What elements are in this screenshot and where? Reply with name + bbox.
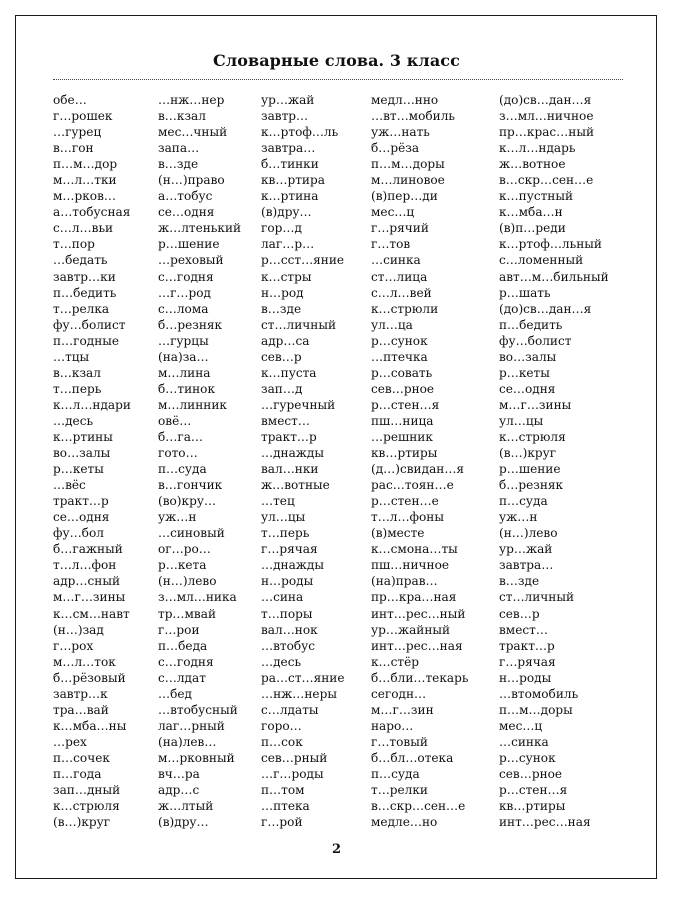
word-item: во…залы xyxy=(53,446,111,461)
page-number: 2 xyxy=(331,842,342,857)
word-item: …днажды xyxy=(261,446,325,461)
word-item: горо… xyxy=(261,718,302,733)
word-item: к…ртины xyxy=(53,429,113,444)
word-item: вмест… xyxy=(499,622,548,637)
word-item: уж…н xyxy=(158,510,197,525)
word-item: (в…)круг xyxy=(499,446,557,461)
word-item: г…рои xyxy=(158,622,200,637)
word-item: м…г…зины xyxy=(53,590,126,605)
word-item: инт…рес…ная xyxy=(371,638,463,653)
word-item: т…перь xyxy=(53,381,102,396)
word-item: м…линовое xyxy=(371,173,445,188)
word-item: …бедать xyxy=(53,253,108,268)
word-item: …днажды xyxy=(261,558,325,573)
word-item: к…л…ндарь xyxy=(499,141,576,156)
word-item: завтра… xyxy=(261,141,316,156)
word-item: (до)св…дан…я xyxy=(499,93,592,107)
word-item: (на)за… xyxy=(158,349,209,364)
word-item: с…лдат xyxy=(158,670,206,685)
word-item: мес…чный xyxy=(158,125,228,140)
word-item: …решник xyxy=(371,429,433,444)
word-column-4 xyxy=(371,92,491,830)
word-item: п…суда xyxy=(158,462,207,477)
word-item: к…см…навт xyxy=(53,606,130,621)
word-item: …гурцы xyxy=(158,333,209,348)
word-item: к…стры xyxy=(261,269,312,284)
word-item: р…кета xyxy=(158,558,207,573)
word-item: …втобусный xyxy=(158,702,238,717)
word-item: р…сунок xyxy=(371,333,428,348)
word-column-2 xyxy=(158,92,278,830)
word-item: к…ртоф…ль xyxy=(261,125,339,140)
word-item: …нж…нер xyxy=(158,93,225,107)
word-item: в…скр…сен…е xyxy=(499,173,594,188)
word-item: (на)прав… xyxy=(371,574,438,589)
word-item: вч…ра xyxy=(158,766,200,781)
word-item: ул…цы xyxy=(499,413,544,428)
word-item: т…л…фон xyxy=(53,558,117,573)
word-item: кв…ртиры xyxy=(371,446,438,461)
word-item: б…тинки xyxy=(261,157,319,172)
word-item: вал…нок xyxy=(261,622,318,637)
word-column-1 xyxy=(53,92,173,830)
word-item: (во)кру… xyxy=(158,494,217,509)
word-item: (н…)право xyxy=(158,173,225,188)
word-item: с…лдаты xyxy=(261,702,319,717)
word-item: ж…лтенький xyxy=(158,221,242,236)
word-item: кв…ртира xyxy=(261,173,325,188)
word-item: овё… xyxy=(158,413,192,428)
word-item: н…род xyxy=(261,285,304,300)
word-item: зап…д xyxy=(261,381,303,396)
word-item: фу…болист xyxy=(499,333,572,348)
word-item: …птечка xyxy=(371,349,428,364)
word-item: во…залы xyxy=(499,349,557,364)
word-item: к…ртоф…льный xyxy=(499,237,602,252)
word-item: уж…н xyxy=(499,510,538,525)
word-item: т…л…фоны xyxy=(371,510,444,525)
word-item: лаг…р… xyxy=(261,237,315,252)
word-item: завтр… xyxy=(261,109,309,124)
word-item: м…г…зины xyxy=(499,397,572,412)
word-item: с…годня xyxy=(158,654,214,669)
word-item: б…рёза xyxy=(371,141,420,156)
word-item: инт…рес…ный xyxy=(371,606,466,621)
word-item: з…мл…ничное xyxy=(499,109,594,124)
word-item: мес…ц xyxy=(371,205,415,220)
word-item: …синка xyxy=(371,253,421,268)
word-item: (на)лев… xyxy=(158,734,217,749)
word-item: р…стен…е xyxy=(371,494,439,509)
word-item: …вёс xyxy=(53,478,86,493)
word-item: …тец xyxy=(261,494,295,509)
dotted-divider xyxy=(53,79,623,80)
word-item: фу…болист xyxy=(53,317,126,332)
word-item: г…рячий xyxy=(371,221,429,236)
word-item: п…годные xyxy=(53,333,120,348)
word-item: б…бл…отека xyxy=(371,750,454,765)
word-item: р…стен…я xyxy=(371,397,440,412)
word-item: р…шать xyxy=(499,285,551,300)
word-item: (в)дру… xyxy=(261,205,312,220)
word-item: гото… xyxy=(158,446,198,461)
word-item: фу…бол xyxy=(53,526,104,541)
word-item: обе… xyxy=(53,93,87,107)
word-item: ст…личный xyxy=(499,590,575,605)
word-item: рас…тоян…е xyxy=(371,478,454,493)
word-item: завтр…ки xyxy=(53,269,116,284)
word-item: завтр…к xyxy=(53,686,108,701)
word-item: р…шение xyxy=(499,462,561,477)
word-item: в…скр…сен…е xyxy=(371,799,466,814)
word-item: в…гон xyxy=(53,141,94,156)
word-item: м…л…тки xyxy=(53,173,117,188)
word-item: п…том xyxy=(261,783,305,798)
word-item: ж…вотные xyxy=(261,478,330,493)
word-item: к…пустный xyxy=(499,189,574,204)
word-item: гор…д xyxy=(261,221,302,236)
word-item: ог…ро… xyxy=(158,542,211,557)
word-item: к…стрюли xyxy=(371,301,439,316)
word-item: ст…лица xyxy=(371,269,428,284)
word-item: инт…рес…ная xyxy=(499,815,591,830)
word-item: б…тинок xyxy=(158,381,216,396)
word-item: (в)п…реди xyxy=(499,221,566,236)
word-item: р…сст…яние xyxy=(261,253,345,268)
word-item: се…одня xyxy=(53,510,110,525)
word-item: ж…вотное xyxy=(499,157,566,172)
word-item: (д…)свидан…я xyxy=(371,462,465,477)
word-item: ул…ца xyxy=(371,317,413,332)
word-item: …гурец xyxy=(53,125,102,140)
word-item: к…ртина xyxy=(261,189,319,204)
word-item: б…рёзовый xyxy=(53,670,126,685)
word-item: …реховый xyxy=(158,253,224,268)
word-item: (до)св…дан…я xyxy=(499,301,592,316)
word-item: п…года xyxy=(53,766,102,781)
word-item: сев…р xyxy=(261,349,302,364)
word-item: м…линник xyxy=(158,397,227,412)
word-item: сев…рный xyxy=(261,750,328,765)
word-column-5 xyxy=(499,92,619,830)
word-item: с…лома xyxy=(158,301,209,316)
word-item: в…зде xyxy=(261,301,302,316)
word-item: к…мба…ны xyxy=(53,718,127,733)
word-item: а…тобусная xyxy=(53,205,131,220)
word-item: м…г…зин xyxy=(371,702,434,717)
word-columns xyxy=(53,92,633,832)
word-item: адр…сный xyxy=(53,574,121,589)
word-item: б…га… xyxy=(158,429,204,444)
word-item: б…гажный xyxy=(53,542,123,557)
word-item: а…тобус xyxy=(158,189,213,204)
word-item: …бед xyxy=(158,686,192,701)
word-item: в…кзал xyxy=(53,365,101,380)
word-item: авт…м…бильный xyxy=(499,269,609,284)
word-item: к…пуста xyxy=(261,365,317,380)
word-item: с…ломенный xyxy=(499,253,584,268)
word-item: к…стрюля xyxy=(499,429,566,444)
word-item: м…лина xyxy=(158,365,211,380)
word-item: кв…ртиры xyxy=(499,799,566,814)
word-item: м…рков… xyxy=(53,189,116,204)
word-item: …десь xyxy=(53,413,94,428)
word-item: с…годня xyxy=(158,269,214,284)
word-item: тракт…р xyxy=(53,494,109,509)
word-item: ул…цы xyxy=(261,510,306,525)
word-item: …втобус xyxy=(261,638,316,653)
word-item: (в)пер…ди xyxy=(371,189,438,204)
word-item: р…стен…я xyxy=(499,783,568,798)
word-item: …синовый xyxy=(158,526,225,541)
word-item: тр…мвай xyxy=(158,606,217,621)
word-item: ст…личный xyxy=(261,317,337,332)
word-item: тракт…р xyxy=(499,638,555,653)
word-item: п…м…доры xyxy=(499,702,573,717)
word-item: …синка xyxy=(499,734,549,749)
word-item: тра…вай xyxy=(53,702,109,717)
word-item: вмест… xyxy=(261,413,310,428)
word-item: к…л…ндари xyxy=(53,397,131,412)
word-item: …рех xyxy=(53,734,87,749)
word-item: к…стрюля xyxy=(53,799,120,814)
word-item: ж…лтый xyxy=(158,799,214,814)
word-item: г…рох xyxy=(53,638,94,653)
word-item: н…роды xyxy=(499,670,552,685)
word-item: в…зде xyxy=(158,157,199,172)
word-item: сев…рное xyxy=(499,766,563,781)
word-item: г…рой xyxy=(261,815,303,830)
word-item: г…товый xyxy=(371,734,428,749)
word-item: б…резняк xyxy=(158,317,223,332)
word-item: се…одня xyxy=(158,205,215,220)
word-item: адр…са xyxy=(261,333,310,348)
word-item: т…релки xyxy=(371,783,428,798)
word-item: тракт…р xyxy=(261,429,317,444)
word-item: …втомобиль xyxy=(499,686,579,701)
word-item: т…поры xyxy=(261,606,313,621)
word-item: ур…жайный xyxy=(371,622,451,637)
word-item: медле…но xyxy=(371,815,438,830)
word-item: наро… xyxy=(371,718,414,733)
word-item: …нж…неры xyxy=(261,686,337,701)
word-item: п…бедить xyxy=(53,285,117,300)
word-item: с…л…вьи xyxy=(53,221,114,236)
word-item: н…роды xyxy=(261,574,314,589)
word-item: ур…жай xyxy=(499,542,553,557)
word-column-3 xyxy=(261,92,381,830)
word-item: б…резняк xyxy=(499,478,564,493)
word-item: г…рошек xyxy=(53,109,113,124)
word-item: в…зде xyxy=(499,574,540,589)
word-item: з…мл…ника xyxy=(158,590,237,605)
word-item: мес…ц xyxy=(499,718,543,733)
word-item: пш…ница xyxy=(371,413,434,428)
word-item: пр…крас…ный xyxy=(499,125,595,140)
word-item: …тцы xyxy=(53,349,90,364)
word-item: ур…жай xyxy=(261,93,315,107)
word-item: п…сочек xyxy=(53,750,110,765)
word-item: к…смона…ты xyxy=(371,542,458,557)
word-item: в…кзал xyxy=(158,109,206,124)
word-item: (в)месте xyxy=(371,526,425,541)
word-item: …г…роды xyxy=(261,766,324,781)
word-item: лаг…рный xyxy=(158,718,225,733)
word-item: т…пор xyxy=(53,237,95,252)
word-item: с…л…вей xyxy=(371,285,432,300)
word-item: п…суда xyxy=(499,494,548,509)
word-item: п…м…дор xyxy=(53,157,118,172)
word-item: …вт…мобиль xyxy=(371,109,455,124)
word-item: п…беда xyxy=(158,638,208,653)
word-item: р…сунок xyxy=(499,750,556,765)
word-item: р…шение xyxy=(158,237,220,252)
word-item: …сина xyxy=(261,590,304,605)
word-item: завтра… xyxy=(499,558,554,573)
word-item: р…кеты xyxy=(499,365,550,380)
word-item: запа… xyxy=(158,141,200,156)
word-item: р…совать xyxy=(371,365,433,380)
word-item: адр…с xyxy=(158,783,200,798)
word-item: р…кеты xyxy=(53,462,104,477)
word-item: (н…)лево xyxy=(158,574,217,589)
word-item: …десь xyxy=(261,654,302,669)
word-item: вал…нки xyxy=(261,462,319,477)
word-item: сев…рное xyxy=(371,381,435,396)
word-item: пш…ничное xyxy=(371,558,450,573)
word-item: (в)дру… xyxy=(158,815,209,830)
word-item: п…м…доры xyxy=(371,157,445,172)
word-item: г…рячая xyxy=(499,654,556,669)
word-item: уж…нать xyxy=(371,125,430,140)
word-item: к…мба…н xyxy=(499,205,563,220)
word-item: п…бедить xyxy=(499,317,563,332)
word-item: …г…род xyxy=(158,285,211,300)
word-item: б…бли…текарь xyxy=(371,670,469,685)
word-item: т…релка xyxy=(53,301,110,316)
word-item: пр…кра…ная xyxy=(371,590,457,605)
word-item: ра…ст…яние xyxy=(261,670,345,685)
page-title: Словарные слова. 3 класс xyxy=(213,51,460,70)
word-item: …гуречный xyxy=(261,397,336,412)
word-item: п…суда xyxy=(371,766,420,781)
word-item: (н…)зад xyxy=(53,622,104,637)
word-item: г…рячая xyxy=(261,542,318,557)
word-item: в…гончик xyxy=(158,478,223,493)
word-item: зап…дный xyxy=(53,783,121,798)
word-item: се…одня xyxy=(499,381,556,396)
word-item: м…рковный xyxy=(158,750,235,765)
word-item: …птека xyxy=(261,799,310,814)
word-item: м…л…ток xyxy=(53,654,116,669)
word-item: т…перь xyxy=(261,526,310,541)
word-item: (в…)круг xyxy=(53,815,111,830)
word-item: к…стёр xyxy=(371,654,420,669)
word-item: п…сок xyxy=(261,734,303,749)
word-item: г…тов xyxy=(371,237,411,252)
word-item: сев…р xyxy=(499,606,540,621)
word-item: медл…нно xyxy=(371,93,439,107)
word-item: (н…)лево xyxy=(499,526,558,541)
word-item: сегодн… xyxy=(371,686,427,701)
